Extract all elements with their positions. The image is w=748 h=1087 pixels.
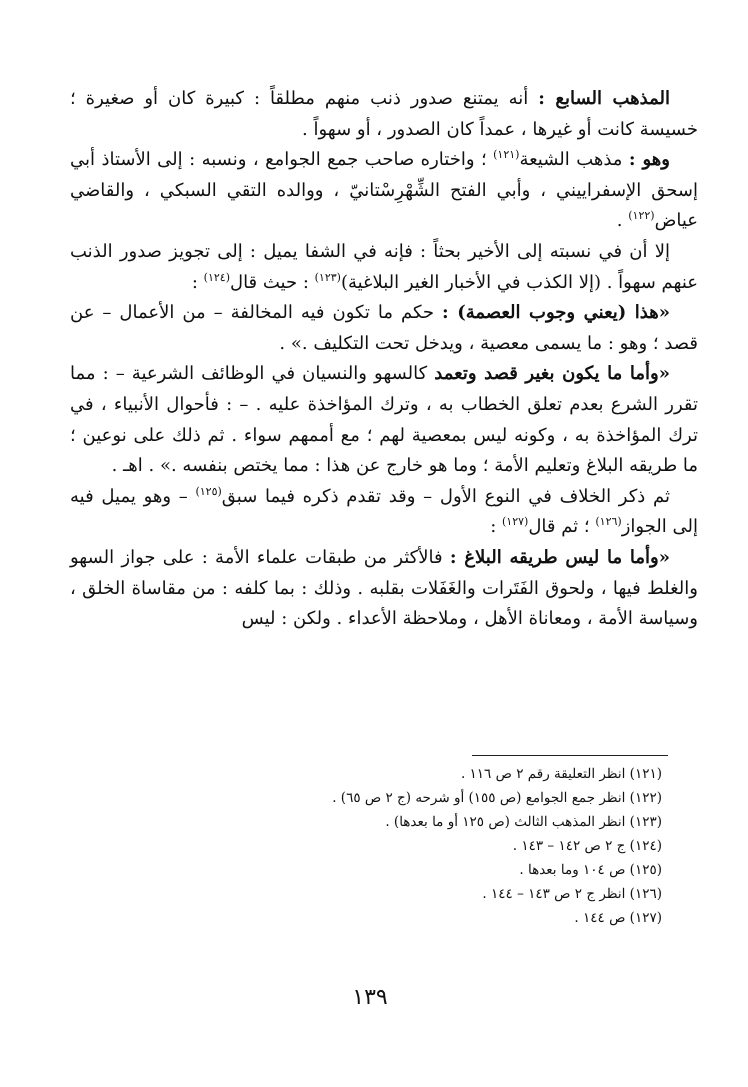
paragraph-text: فالأكثر من طبقات علماء الأمة : على جواز السهو والغلط فيها ، ولحوق الفَتَرات والغَفَلات بقلبه . وذلك : بما كلفه : من مقاساة الخلق ، وسياسة الأمة ، ومعاناة الأهل ، وملاحظة الأعداء . ولكن : ليس (70, 546, 698, 630)
footnote: (١٢٦) انظر ج ٢ ص ١٤٣ – ١٤٤ . (482, 886, 662, 902)
paragraph (70, 543, 698, 635)
footnote-separator (472, 755, 668, 756)
page-number: ١٣٩ (352, 985, 388, 1010)
paragraph-text: أنه يمتنع صدور ذنب منهم مطلقاً : كبيرة كان أو صغيرة ؛ خسيسة كانت أو غيرها ، عمداً كان الصدور ، أو سهواً . (70, 88, 698, 140)
footnotes (200, 762, 662, 930)
footnote-marker: (١٢٧) (501, 515, 529, 529)
paragraph-text: حكم ما تكون فيه المخالفة – من الأعمال – عن قصد ؛ وهو : ما يسمى معصية ، ويدخل تحت التكليف .» . (70, 302, 698, 354)
paragraph-text: – وهو يميل فيه إلى الجواز (70, 485, 698, 538)
paragraph (70, 84, 698, 145)
paragraph-text: ؛ ثم قال (528, 516, 596, 538)
footnote: (١٢٧) ص ١٤٤ . (574, 910, 662, 926)
paragraph-text: : (490, 516, 502, 538)
paragraph-lead: المذهب السابع : (538, 88, 670, 109)
paragraph-text: . (616, 210, 629, 232)
footnote-marker: (١٢٢) (628, 209, 655, 223)
footnote: (١٢٥) ص ١٠٤ وما بعدها . (519, 862, 662, 878)
paragraph-text: ثم ذكر الخلاف في النوع الأول – وقد تقدم ذكره فيما سبق (221, 485, 670, 507)
paragraph-text: : (191, 271, 204, 293)
paragraph (70, 298, 698, 359)
paragraph-text: مذهب الشيعة (519, 149, 629, 171)
footnote-marker: (١٢٤) (203, 270, 230, 284)
paragraph-text: إلا أن في نسبته إلى الأخير بحثاً : فإنه في الشفا يميل : إلى تجويز صدور الذنب عنهم سهواً . (إلا الكذب في الأخبار الغير البلاغية) (70, 240, 698, 293)
paragraph (70, 237, 698, 298)
footnote: (١٢١) انظر التعليقة رقم ٢ ص ١١٦ . (460, 766, 662, 782)
paragraph-text: كالسهو والنسيان في الوظائف الشرعية – : مما تقرر الشرع بعدم تعلق الخطاب به ، وترك المؤاخذة عليه . – : فأحوال الأنبياء ، في ترك المؤاخذة به ، وكونه ليس بمعصية لهم ؛ مع أممهم سواء . ثم ذلك على نوعين ؛ ما طريقه البلاغ وتعليم الأمة ؛ وما هو خارج عن هذا : مما يختص بنفسه .» . اهـ . (70, 363, 698, 477)
paragraph-lead: «وأما ما يكون بغير قصد وتعمد (434, 363, 670, 385)
footnote: (١٢٢) انظر جمع الجوامع (ص ١٥٥) أو شرحه (ج ٢ ص ٦٥) . (332, 790, 662, 806)
main-text (70, 84, 698, 635)
paragraph-lead: «هذا (يعني وجوب العصمة) : (442, 302, 670, 324)
paragraph-lead: وهو : (628, 149, 670, 171)
paragraph (70, 359, 698, 481)
footnote: (١٢٤) ج ٢ ص ١٤٢ – ١٤٣ . (512, 838, 662, 854)
footnote-marker: (١٢٣) (314, 270, 341, 284)
paragraph (70, 145, 698, 237)
paragraph-text: : حيث قال (229, 271, 315, 293)
footnote: (١٢٣) انظر المذهب الثالث (ص ١٢٥ أو ما بعدها) . (385, 814, 662, 830)
footnote-marker: (١٢٥) (195, 484, 222, 498)
footnote-marker: (١٢٦) (595, 515, 622, 529)
footnote-marker: (١٢١) (493, 148, 520, 162)
paragraph-lead: «وأما ما ليس طريقه البلاغ : (449, 546, 670, 568)
paragraph (70, 482, 698, 543)
paragraph-text: ؛ واختاره صاحب جمع الجوامع ، ونسبه : إلى الأستاذ أبي إسحق الإسفراييني ، وأبي الفتح الشِّهْرِسْتانيّ ، ووالده التقي السبكي ، والقاضي عياض (70, 149, 698, 232)
